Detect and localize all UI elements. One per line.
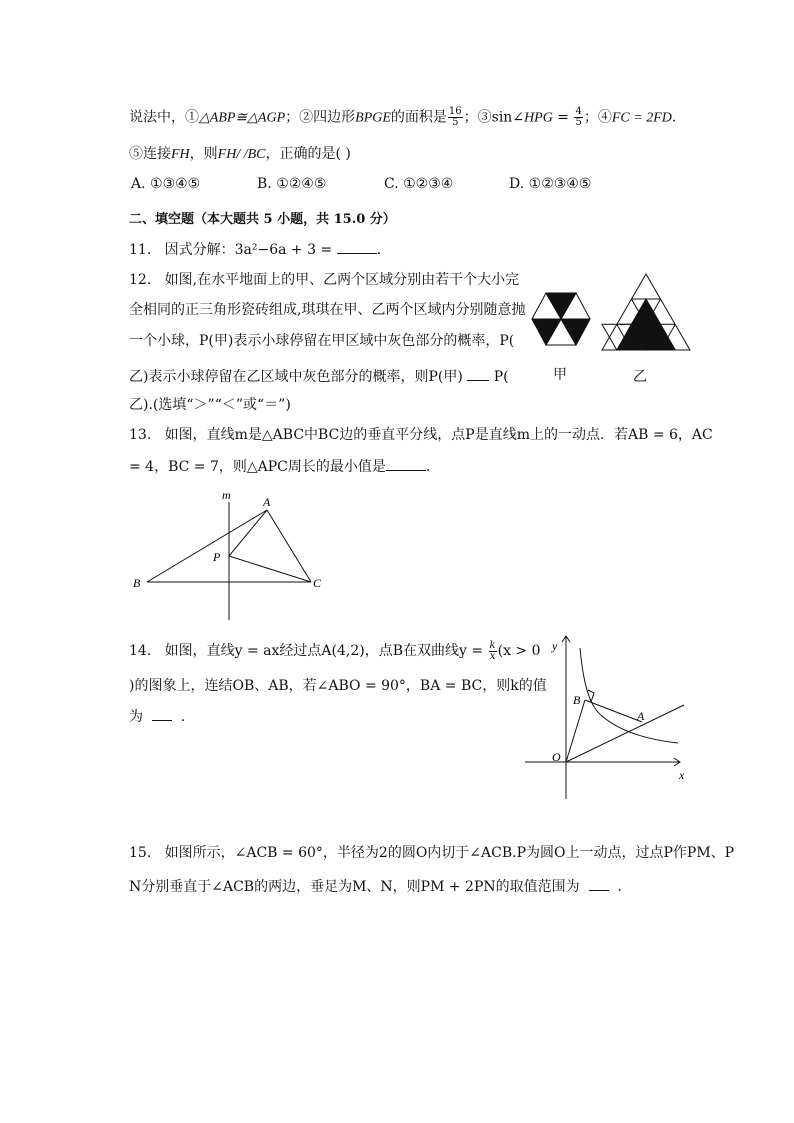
question-text: = 4，BC = 7，则△APC周长的最小值是 [129,459,386,475]
question-14-line-3 [129,706,185,727]
option-d[interactable]: D. ①②③④⑤ [509,176,592,192]
question-text: 如图所示，∠ACB = 60°，半径为2的圆O内切于∠ACB.P为圆O上一动点，过点P作PM、P [164,845,735,861]
label-b: B [573,693,581,707]
segment-pc [229,556,311,582]
question-14-line-2: )的图象上，连结OB、AB，若∠ABO = 90°，BA = BC，则k的值 [129,678,547,694]
figure-yi-triangle [600,272,692,352]
question-12-line-3: 一个小球，P(甲)表示小球停留在甲区域中灰色部分的概率，P( [129,333,515,349]
hyperbola [580,648,678,743]
equals-sign: = [552,109,574,126]
question-13-line-2 [129,456,430,477]
option-a[interactable]: A. ①③④⑤ [131,176,201,192]
question-15-line-1 [129,843,734,863]
label-a: A [263,495,271,509]
question-end: . [180,709,186,725]
question-end: . [376,242,382,258]
question-number: 13. [129,427,152,443]
segment-pa [229,510,267,556]
question-text: 因式分解：3a²−6a + 3 = [164,242,337,258]
answer-blank[interactable] [467,366,489,381]
question-text: 为 [129,709,143,725]
segment-fh: FH [171,147,190,162]
question-text: (x > 0 [497,643,541,659]
question-text: N分别垂直于∠ACB的两边，垂足为M、N，则PM + 2PN的取值范围为 [129,879,580,895]
label-c: C [313,576,322,590]
segment-ac [267,510,311,582]
label-a: A [637,709,645,723]
question-12-line-4 [129,366,509,387]
option-b[interactable]: B. ①②④⑤ [257,176,327,192]
label-y: y [552,639,558,653]
statement-4: FC = 2FD [611,110,672,126]
label-m: m [222,488,231,502]
fraction-k-x: $\frac{k}{x}$ [489,639,496,662]
intro-text: 说法中，① [129,109,199,126]
statement-2-shape: BPGE [355,110,391,126]
label-x: x [679,768,685,782]
line-y-ax [566,705,684,762]
intro-line-2 [129,144,351,165]
question-end: . [425,459,431,475]
fraction-16-5: $\frac{16}{5}$ [448,106,462,128]
question-text: 如图，直线y = ax经过点A(4,2)，点B在双曲线y = [164,643,488,659]
question-number: 14. [129,643,152,659]
question-15-line-2 [129,876,622,897]
answer-blank[interactable] [152,706,172,721]
segment-ob [566,700,585,762]
label-p: P [213,550,221,564]
intro-end: . [671,109,677,126]
question-number: 11. [129,242,152,258]
question-end: . [617,879,622,895]
segment-ba [585,700,642,722]
question-12-line-5: 乙).(选填“＞”“＜”或“＝”) [129,397,291,413]
answer-blank[interactable] [386,456,426,471]
question-12-line-1 [129,270,519,290]
figure-q13-triangle [125,486,335,626]
question-number: 15. [129,845,152,861]
option-c[interactable]: C. ①②③④ [384,176,454,192]
label-b: B [133,576,141,590]
question-text: 乙)表示小球停留在乙区域中灰色部分的概率，则P(甲) [129,369,463,385]
question-11 [129,239,381,260]
intro-line-1 [129,107,676,129]
intro-text: ；③sin∠ [463,109,525,126]
intro-text: ⑤连接 [129,146,171,162]
question-14-line-1 [129,640,541,662]
intro-text: ；④ [583,109,612,126]
label-o: O [552,750,561,764]
answer-blank[interactable] [337,239,377,254]
question-text: P( [493,369,509,385]
question-number: 12. [129,272,152,288]
statement-1: △ABP≅△AGP [199,110,286,126]
question-text: 如图,在水平地面上的甲、乙两个区域分别由若干个大小完 [164,272,520,288]
label-jia: 甲 [553,367,567,383]
intro-text: 的面积是 [390,109,447,126]
statement-3-angle: HPG [524,110,553,126]
question-text: 如图，直线m是△ABC中BC边的垂直平分线，点P是直线m上的一动点．若AB = 6，AC [164,427,713,443]
figure-jia-hexagon [530,290,592,350]
segment-ba [147,510,267,582]
label-yi: 乙 [633,369,647,385]
figure-q14-graph [522,632,694,804]
fraction-4-5: $\frac{4}{5}$ [575,106,582,128]
question-prompt: ，正确的是( ) [265,146,351,162]
question-13-line-1 [129,425,713,445]
intro-text: ；②四边形 [285,109,356,126]
intro-text: ，则 [189,146,218,162]
section-heading: 二、填空题（本大题共 5 小题，共 15.0 分） [129,212,396,227]
question-12-line-2: 全相同的正三角形瓷砖组成,琪琪在甲、乙两个区域内分别随意抛 [129,302,526,318]
parallel-statement: FH/ /BC [217,147,266,162]
answer-blank[interactable] [589,876,609,891]
